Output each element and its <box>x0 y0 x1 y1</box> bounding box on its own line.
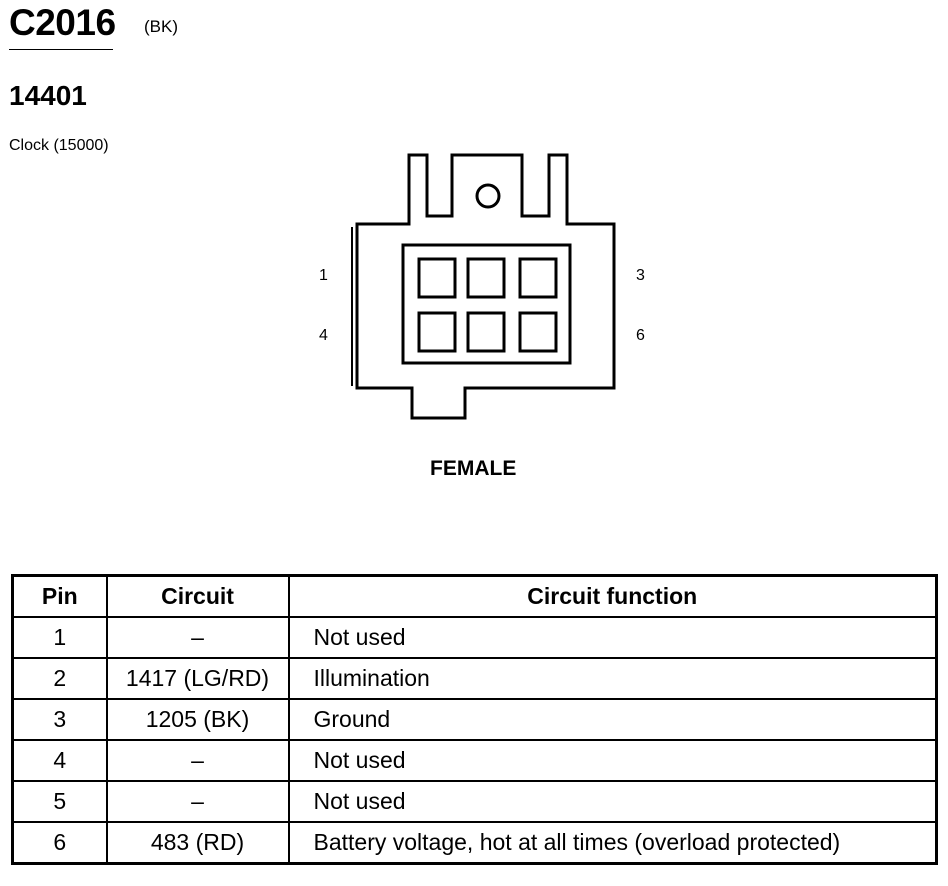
cavity-frame <box>403 245 570 363</box>
cavity-3 <box>520 259 556 297</box>
function-cell: Ground <box>289 699 937 740</box>
table-row <box>13 617 937 658</box>
connector-id: C2016 <box>9 2 116 43</box>
cavity-1 <box>419 259 455 297</box>
component-name: Clock (15000) <box>9 137 109 154</box>
table-row <box>13 822 937 864</box>
latch-hole <box>477 185 499 207</box>
pin-label-1: 1 <box>319 267 328 284</box>
pin-label-4: 4 <box>319 327 328 344</box>
cavity-6 <box>520 313 556 351</box>
pin-label-6: 6 <box>636 327 645 344</box>
circuit-cell: – <box>107 781 289 822</box>
function-cell: Battery voltage, hot at all times (overload protected) <box>289 822 937 864</box>
circuit-cell: 1205 (BK) <box>107 699 289 740</box>
table-row <box>13 699 937 740</box>
circuit-cell: 483 (RD) <box>107 822 289 864</box>
pinout-table <box>11 574 938 865</box>
color-code: (BK) <box>144 17 178 36</box>
cavity-2 <box>468 259 504 297</box>
pin-cell: 6 <box>13 822 107 864</box>
header-pin: Pin <box>13 576 107 618</box>
cavity-5 <box>468 313 504 351</box>
pin-cell: 2 <box>13 658 107 699</box>
table-header-row <box>13 576 937 618</box>
pin-label-3: 3 <box>636 267 645 284</box>
pin-cell: 5 <box>13 781 107 822</box>
circuit-cell: 1417 (LG/RD) <box>107 658 289 699</box>
header-circuit: Circuit <box>107 576 289 618</box>
part-number: 14401 <box>9 80 87 111</box>
table-row <box>13 781 937 822</box>
connector-gender: FEMALE <box>430 457 517 480</box>
pin-cell: 4 <box>13 740 107 781</box>
function-cell: Not used <box>289 740 937 781</box>
function-cell: Illumination <box>289 658 937 699</box>
header-function: Circuit function <box>289 576 937 618</box>
pin-cell: 1 <box>13 617 107 658</box>
table-row <box>13 658 937 699</box>
pin-cell: 3 <box>13 699 107 740</box>
function-cell: Not used <box>289 781 937 822</box>
table-row <box>13 740 937 781</box>
cavity-4 <box>419 313 455 351</box>
circuit-cell: – <box>107 617 289 658</box>
connector-housing-outline <box>357 155 614 418</box>
function-cell: Not used <box>289 617 937 658</box>
circuit-cell: – <box>107 740 289 781</box>
